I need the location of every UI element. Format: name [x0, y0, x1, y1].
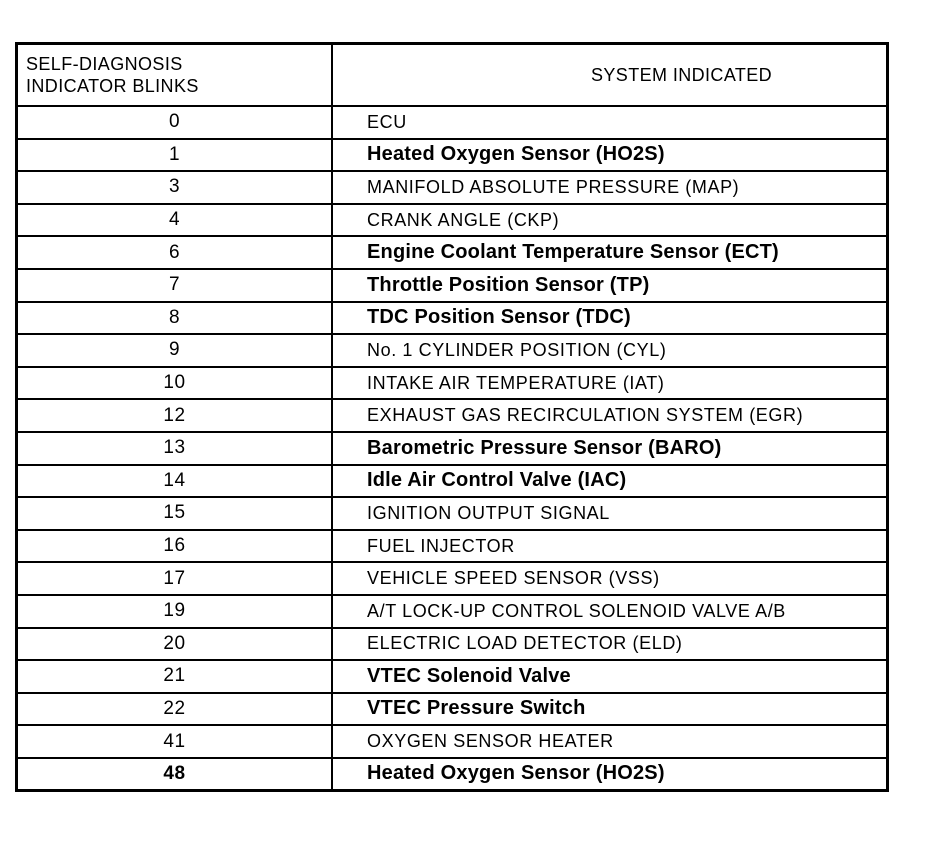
table-row	[17, 399, 888, 432]
system-name-cell: FUEL INJECTOR	[332, 530, 888, 563]
table-row	[17, 334, 888, 367]
blink-count-cell: 12	[17, 399, 333, 432]
table-row	[17, 497, 888, 530]
system-name-cell: Barometric Pressure Sensor (BARO)	[332, 432, 888, 465]
header-system-indicated: SYSTEM INDICATED	[332, 44, 888, 107]
blink-count-cell: 0	[17, 106, 333, 139]
blink-count-cell: 13	[17, 432, 333, 465]
system-name-cell: Heated Oxygen Sensor (HO2S)	[332, 139, 888, 172]
blink-count-cell: 9	[17, 334, 333, 367]
system-name-cell: No. 1 CYLINDER POSITION (CYL)	[332, 334, 888, 367]
system-name-cell: OXYGEN SENSOR HEATER	[332, 725, 888, 758]
blink-count-cell: 7	[17, 269, 333, 302]
system-name-cell: IGNITION OUTPUT SIGNAL	[332, 497, 888, 530]
blink-count-cell: 16	[17, 530, 333, 563]
table-body	[17, 106, 888, 790]
blink-count-cell: 4	[17, 204, 333, 237]
system-name-cell: VEHICLE SPEED SENSOR (VSS)	[332, 562, 888, 595]
table-header	[17, 44, 888, 107]
table-row	[17, 367, 888, 400]
blink-count-cell: 3	[17, 171, 333, 204]
blink-count-cell: 20	[17, 628, 333, 661]
table-row	[17, 139, 888, 172]
system-name-cell: Idle Air Control Valve (IAC)	[332, 465, 888, 498]
table-row	[17, 269, 888, 302]
blink-count-cell: 8	[17, 302, 333, 335]
table-row	[17, 530, 888, 563]
system-name-cell: ECU	[332, 106, 888, 139]
blink-count-cell: 48	[17, 758, 333, 791]
system-name-cell: Throttle Position Sensor (TP)	[332, 269, 888, 302]
table-row	[17, 236, 888, 269]
blink-count-cell: 15	[17, 497, 333, 530]
blink-count-cell: 19	[17, 595, 333, 628]
table-row	[17, 432, 888, 465]
table-row	[17, 595, 888, 628]
system-name-cell: VTEC Solenoid Valve	[332, 660, 888, 693]
system-name-cell: EXHAUST GAS RECIRCULATION SYSTEM (EGR)	[332, 399, 888, 432]
system-name-cell: ELECTRIC LOAD DETECTOR (ELD)	[332, 628, 888, 661]
blink-count-cell: 6	[17, 236, 333, 269]
table-row	[17, 628, 888, 661]
table-row	[17, 106, 888, 139]
table-row	[17, 302, 888, 335]
table-row	[17, 562, 888, 595]
system-name-cell: CRANK ANGLE (CKP)	[332, 204, 888, 237]
system-name-cell: VTEC Pressure Switch	[332, 693, 888, 726]
header-row	[17, 44, 888, 107]
blink-count-cell: 14	[17, 465, 333, 498]
blink-count-cell: 41	[17, 725, 333, 758]
blink-count-cell: 22	[17, 693, 333, 726]
blink-count-cell: 21	[17, 660, 333, 693]
table-row	[17, 465, 888, 498]
table-row	[17, 758, 888, 791]
blink-count-cell: 10	[17, 367, 333, 400]
table-row	[17, 171, 888, 204]
diagnostic-code-table	[15, 42, 889, 792]
system-name-cell: A/T LOCK-UP CONTROL SOLENOID VALVE A/B	[332, 595, 888, 628]
header-blinks-line2: INDICATOR BLINKS	[26, 76, 199, 96]
table-row	[17, 693, 888, 726]
blink-count-cell: 17	[17, 562, 333, 595]
system-name-cell: Heated Oxygen Sensor (HO2S)	[367, 762, 665, 785]
system-name-cell: TDC Position Sensor (TDC)	[332, 302, 888, 335]
system-name-cell: Engine Coolant Temperature Sensor (ECT)	[332, 236, 888, 269]
table-row	[17, 204, 888, 237]
table-row	[17, 660, 888, 693]
header-indicator-blinks	[17, 44, 333, 107]
table-row	[17, 725, 888, 758]
blink-count-cell: 1	[17, 139, 333, 172]
header-blinks-line1: SELF-DIAGNOSIS	[26, 54, 183, 74]
system-name-cell: MANIFOLD ABSOLUTE PRESSURE (MAP)	[332, 171, 888, 204]
system-name-cell: INTAKE AIR TEMPERATURE (IAT)	[332, 367, 888, 400]
